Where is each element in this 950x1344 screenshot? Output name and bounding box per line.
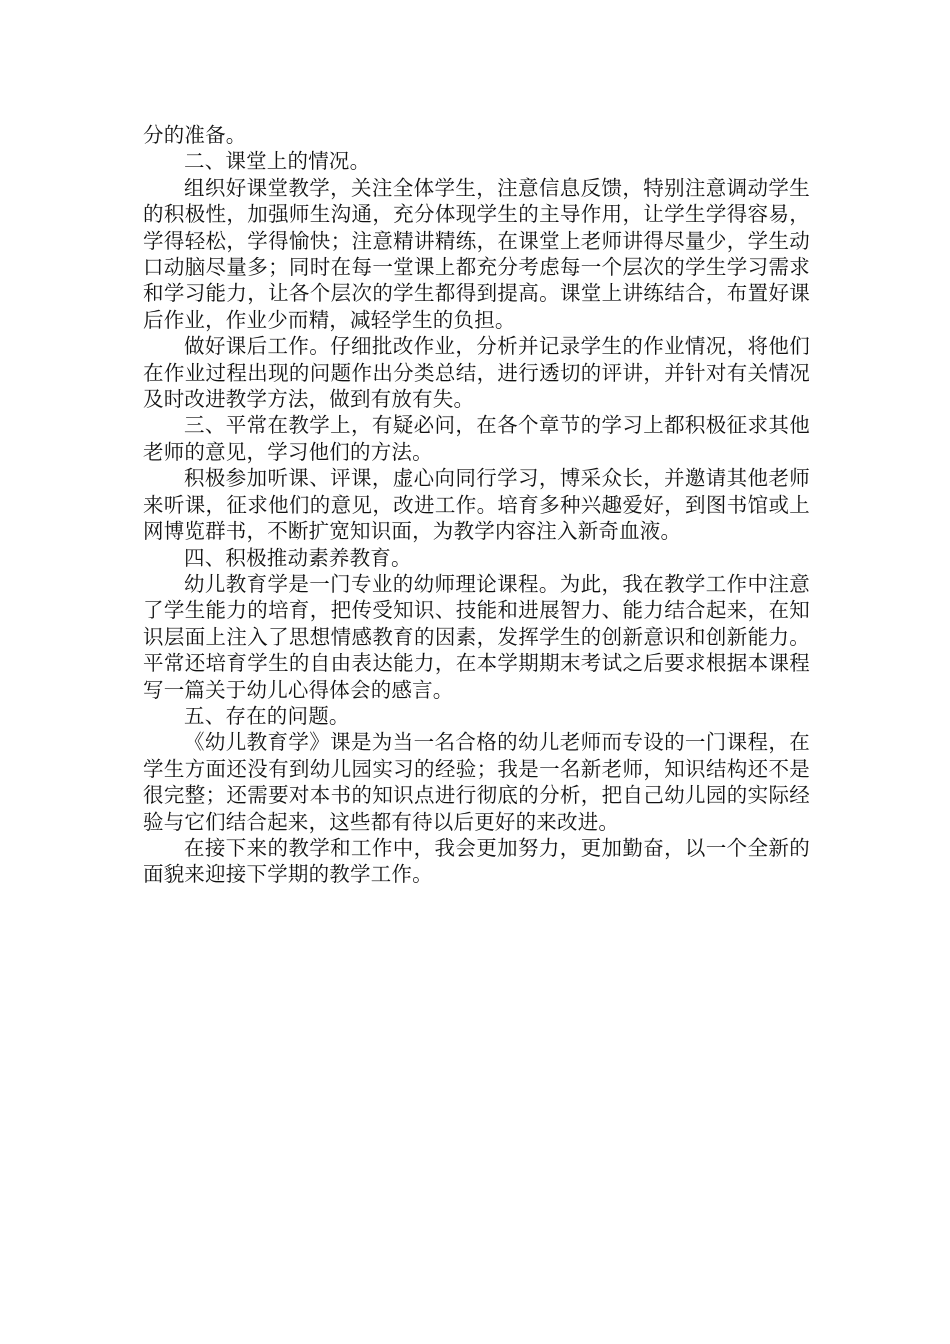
paragraph-problems: 《幼儿教育学》课是为当一名合格的幼儿老师而专设的一门课程，在学生方面还没有到幼儿园实习的经验；我是一名新老师，知识结构还不是很完整；还需要对本书的知识点进行彻底的分析，把自己幼儿园的实际经验与它们结合起来，这些都有待以后更好的来改进。 xyxy=(143,730,810,834)
paragraph-conclusion: 在接下来的教学和工作中，我会更加努力，更加勤奋，以一个全新的面貌来迎接下学期的教学工作。 xyxy=(143,835,810,887)
section-heading-classroom: 二、课堂上的情况。 xyxy=(184,149,371,174)
paragraph-classroom-teaching: 组织好课堂教学，关注全体学生，注意信息反馈，特别注意调动学生的积极性，加强师生沟通，充分体现学生的主导作用，让学生学得容易，学得轻松，学得愉快；注意精讲精练，在课堂上老师讲得尽量少，学生动口动脑尽量多；同时在每一堂课上都充分考虑每一个层次的学生学习需求和学习能力，让各个层次的学生都得到提高。课堂上讲练结合，布置好课后作业，作业少而精，减轻学生的负担。 xyxy=(143,175,810,332)
paragraph-preschool-course: 幼儿教育学是一门专业的幼师理论课程。为此，我在教学工作中注意了学生能力的培育，把传受知识、技能和进展智力、能力结合起来，在知识层面上注入了思想情感教育的因素，发挥学生的创新意识和创新能力。平常还培育学生的自由表达能力，在本学期期末考试之后要求根据本课程写一篇关于幼儿心得体会的感言。 xyxy=(143,571,810,702)
paragraph-continuation: 分的准备。 xyxy=(143,123,247,147)
document-body xyxy=(143,122,810,888)
section-heading-daily-teaching: 三、平常在教学上，有疑必问，在各个章节的学习上都积极征求其他老师的意见，学习他们的方法。 xyxy=(143,413,810,464)
section-heading-quality-education: 四、积极推动素养教育。 xyxy=(184,545,412,570)
paragraph-lesson-observation: 积极参加听课、评课，虚心向同行学习，博采众长，并邀请其他老师来听课，征求他们的意见，改进工作。培育多种兴趣爱好，到图书馆或上网博览群书，不断扩宽知识面，为教学内容注入新奇血液。 xyxy=(143,466,810,544)
paragraph-after-class-work: 做好课后工作。仔细批改作业，分析并记录学生的作业情况，将他们在作业过程出现的问题作出分类总结，进行透切的评讲，并针对有关情况及时改进教学方法，做到有放有失。 xyxy=(143,334,810,412)
section-heading-problems: 五、存在的问题。 xyxy=(184,703,350,728)
